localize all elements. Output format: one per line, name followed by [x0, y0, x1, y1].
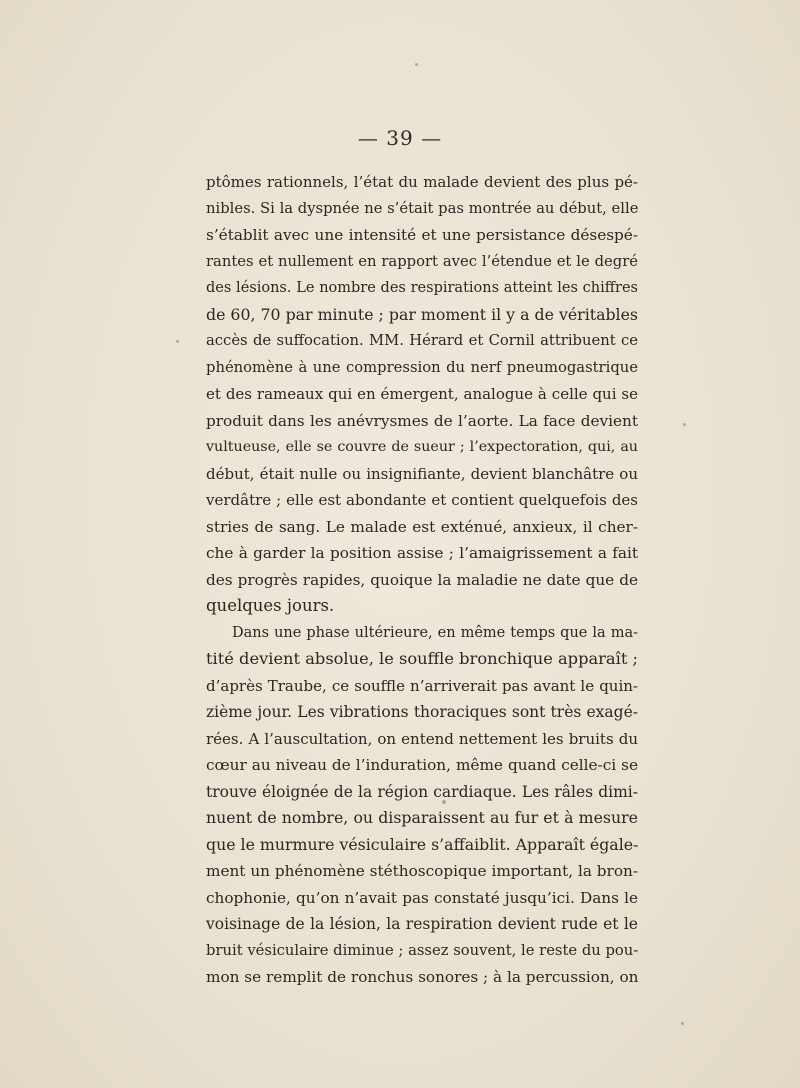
body-text [206, 169, 638, 991]
text-line: zième jour. Les vibrations thoraciques sont très exagé- [206, 703, 638, 721]
text-line: de 60, 70 par minute ; par moment il y a de véritables [206, 304, 638, 324]
text-line: ment un phénomène stéthoscopique important, la bron- [206, 862, 638, 880]
paper-speck [176, 340, 179, 343]
text-line: rantes et nullement en rapport avec l’étendue et le degré [206, 252, 638, 270]
paper-speck [442, 800, 446, 804]
paper-speck [681, 1022, 684, 1025]
text-line: chophonie, qu’on n’avait pas constaté jusqu’ici. Dans le [206, 888, 638, 907]
text-line: trouve éloignée de la région cardiaque. Les râles dimi- [206, 782, 638, 801]
text-line: quelques jours. [206, 596, 335, 615]
text-line: et des rameaux qui en émergent, analogue à celle qui se [206, 385, 638, 403]
text-line: produit dans les anévrysmes de l’aorte. La face devient [206, 411, 638, 430]
page-number: — 39 — [357, 126, 443, 150]
text-line: mon se remplit de ronchus sonores ; à la percussion, on [206, 968, 638, 986]
text-line: nuent de nombre, ou disparaissent au fur et à mesure [206, 808, 638, 827]
text-line: accès de suffocation. MM. Hérard et Cornil attribuent ce [206, 332, 638, 349]
text-line: Dans une phase ultérieure, en même temps que la ma- [232, 624, 638, 641]
text-line: tité devient absolue, le souffle bronchique apparaît ; [206, 649, 638, 668]
text-line: début, était nulle ou insignifiante, devient blanchâtre ou [206, 464, 638, 483]
text-line: stries de sang. Le malade est exténué, anxieux, il cher- [206, 517, 638, 536]
text-line: vultueuse, elle se couvre de sueur ; l’expectoration, qui, au [206, 439, 638, 455]
text-line: verdâtre ; elle est abondante et contient quelquefois des [206, 491, 638, 509]
text-line: des progrès rapides, quoique la maladie ne date que de [206, 570, 638, 589]
paper-speck [683, 423, 686, 426]
paper-speck [415, 63, 418, 66]
text-line: voisinage de la lésion, la respiration devient rude et le [206, 915, 638, 933]
text-line: rées. A l’auscultation, on entend nettement les bruits du [206, 729, 638, 748]
text-line: cœur au niveau de l’induration, même quand celle-ci se [206, 756, 638, 774]
text-line: bruit vésiculaire diminue ; assez souvent, le reste du pou- [206, 941, 638, 959]
text-line: que le murmure vésiculaire s’affaiblit. Apparaît égale- [206, 834, 638, 854]
text-line: che à garder la position assise ; l’amaigrissement a fait [206, 544, 638, 562]
text-line: phénomène à une compression du nerf pneumogastrique [206, 358, 638, 376]
text-line: ptômes rationnels, l’état du malade devient des plus pé- [206, 173, 638, 191]
text-line: d’après Traube, ce souffle n’arriverait pas avant le quin- [206, 676, 638, 695]
text-line: nibles. Si la dyspnée ne s’était pas montrée au début, elle [206, 199, 638, 217]
text-line: des lésions. Le nombre des respirations atteint les chiffres [206, 280, 638, 296]
text-line: s’établit avec une intensité et une persistance désespé- [206, 226, 638, 244]
